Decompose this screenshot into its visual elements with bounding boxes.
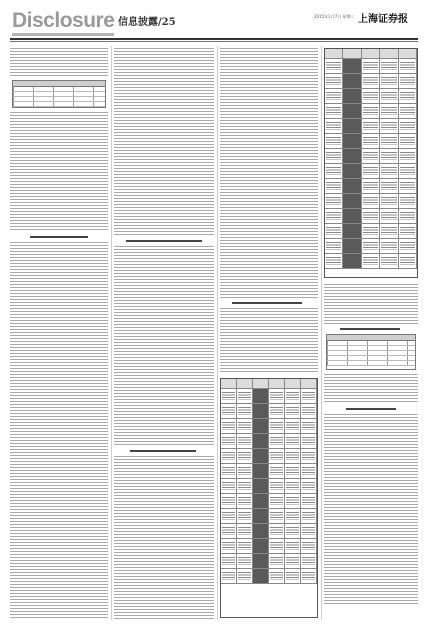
text-block xyxy=(324,374,418,404)
text-block xyxy=(114,48,214,236)
data-table-small xyxy=(12,80,106,108)
masthead xyxy=(0,0,428,44)
text-block xyxy=(10,112,108,232)
column-divider xyxy=(111,46,112,620)
brand-underline xyxy=(12,33,114,36)
subheading xyxy=(232,302,302,304)
subheading xyxy=(30,236,88,238)
brand-logo: Disclosure xyxy=(12,9,115,32)
subheading xyxy=(340,328,400,330)
text-block xyxy=(220,48,318,298)
subheading xyxy=(130,450,196,452)
data-table-small xyxy=(326,334,416,370)
text-block xyxy=(10,48,108,76)
subheading xyxy=(126,240,202,242)
header-rule-thin xyxy=(10,41,418,42)
text-block xyxy=(324,284,418,324)
column-divider xyxy=(217,46,218,620)
issue-date: 2015年1月7日 星期三 xyxy=(314,14,355,19)
column-divider xyxy=(321,46,322,620)
text-block xyxy=(10,242,108,618)
text-block xyxy=(324,414,418,604)
text-block xyxy=(114,456,214,620)
holdings-table xyxy=(220,378,318,618)
subheading xyxy=(346,408,396,410)
section-title: 信息披露/25 xyxy=(118,17,176,28)
text-block xyxy=(220,308,318,372)
holdings-table xyxy=(324,48,418,278)
header-rule xyxy=(10,38,418,40)
text-block xyxy=(114,246,214,446)
newspaper-name: 上海证券报 xyxy=(358,14,408,25)
